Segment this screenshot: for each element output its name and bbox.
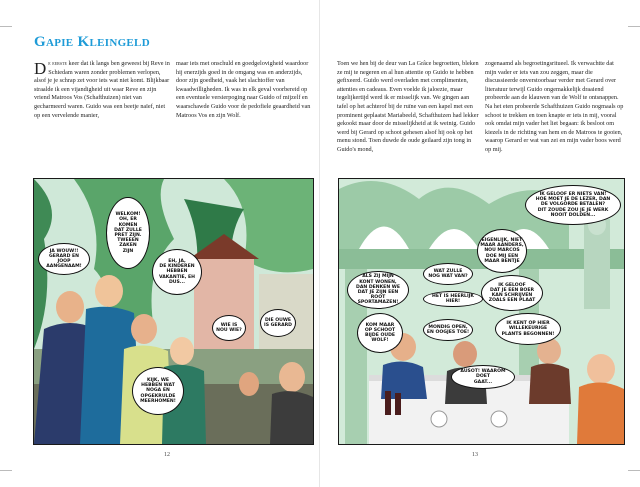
dropcap: D <box>34 59 47 78</box>
speech-bubble: KIJK, WE HEBBEN WAT NOGA EN OPGEKRULDE MEERHOMEN! <box>132 367 184 415</box>
page-number-left: 12 <box>164 452 170 458</box>
speech-bubble: WIE IS NOU WIE? <box>212 315 246 341</box>
comic-panel-left <box>33 178 314 445</box>
speech-bubble: AUSOT! WAAROM DOET GAAT... <box>451 365 515 389</box>
right-page-column-2 <box>485 60 625 155</box>
speech-bubble: MONDIG OPEN, EN OOGJES TOE! <box>423 319 473 341</box>
crop-mark <box>0 26 12 27</box>
page-number-right: 13 <box>472 452 478 458</box>
speech-bubble: WAT ZULLE NOG WAT VAN? <box>423 263 473 285</box>
speech-bubble: KOM MAAR OP SCHOOT BIJDE OUDE WOLF! <box>357 313 403 353</box>
right-page-col1-text: Toen we hen bij de deur van La Grâce begroetten, bleken ze mij te negeren en al hun attentie op Guido te hebben gefixeerd. Guido werd overladen met complimenten, attenties en cadeaus. Even voelde ik jaloezie, maar tegelijkertijd werd ik er misselijk van. We gingen aan tafel op het achterof bij de ruïne van een kapel met een prominent geplaatst Mariabeeld, Schafthuizen had lekker gekookt maar door de misselijkheid at ik weinig. Guido werd bij Gerard op schoot gehesen alsof hij ook op het menu stond. Toen duwde de oude geilaard zijn tong in Guido's mond, <box>337 60 479 153</box>
speech-bubble: DIE OUWE IS GERARD <box>260 309 296 337</box>
speech-bubble: WELKOM! OH, ER KOMEN DAT ZULLE PRET ZIJN. TWEEEN ZAKEN ZIJN <box>106 197 150 269</box>
comic-panel-right <box>338 178 625 445</box>
crop-mark <box>0 470 12 471</box>
speech-bubble: IK KENT OP HIER WILLEKEURIGE PLANTS BEGONNEN! <box>495 313 561 345</box>
left-page-col2-text: maar iets met onschuld en goedgelovigheid waardoor hij enerzijds goed in de omgang was en anderzijds, door zijn goedheid, vaak het slachtoffer van kwaadwilligheden. Ik was in elk geval voorbereid op een eventuele versierpoging naar Guido of mijzelf en waarschawde Guido voor de pedofiele geaardheid van Matroos Vos en zijn Wolf. <box>176 60 311 119</box>
speech-bubble: JA WOUW!! GERARD EN JOOP AANGENAAM! <box>38 243 90 275</box>
speech-bubble: ALS ZIJ MIJN KONT WONEN, DAN DENKEN WE DAT JE ZIJN EEN ROOT SPORTAMAZEN! <box>347 271 409 309</box>
opening-smallcaps: e eerste <box>48 60 67 67</box>
left-page-column-1 <box>34 60 172 120</box>
crop-mark <box>628 26 640 27</box>
right-page-column-1 <box>337 60 479 155</box>
right-page <box>320 0 640 487</box>
crop-mark <box>628 470 640 471</box>
left-page-column-2 <box>176 60 314 120</box>
right-page-col2-text: zogenaamd als begroetingsritueel. Ik verwachtte dat mijn vader er iets van zou zeggen, maar die discussieerde onverstoorbaar verder met Gerard over literatuur terwijl Guido ongemakkelijk draaiend probeerde aan de klauwen van de Wolf te ontsnappen. Na het eten probeerde Schafthuizen Guido nogmaals op schoot te trekken en toen knapte er iets in mij, vooral ook omdat mijn vader het liet begaan: ik besloot om kiezels in de richting van hem en de Matroos te gooien, waarop Gerard er wat van zei en mijn vader boos werd op mij. <box>485 60 624 153</box>
speech-bubble: IK GELOOF ER NIETS VAN! HOE MOET JE DE LEZER, DAN DE VOLGORDE BETALEN? DIT ZOUDE ZOU JE JE WERK NOOIT DOLDEN... <box>525 185 621 225</box>
speech-bubble: EIGENLIJK, NIET MAAR AANDERS, NOU MARCOS DOE MIJ EEN MAAR BENTJE <box>477 229 527 273</box>
speech-bubble: IK GELOOF DAT JE EEN BOER KAN SCHRIJVEN ZOALS EEN PLAAT <box>481 275 543 311</box>
speech-bubble: EH, JA, DE KINDEREN HEBBEN VAKANTIE, EH DUS... <box>152 249 202 295</box>
left-page-col1-text: keer dat ik langs ben geweest bij Reve in Schiedam waren zonder problemen verlopen, alsof je je schrap zet voor iets wat niet komt. Blijkbaar straalde ik een vijandigheid uit waar Reve en zijn vriend Matroos Vos (Schafthuizen) niet van gecharmeerd waren. Guido was een beetje naïef, niet op een vervelende manier, <box>34 60 170 119</box>
chapter-title: Gapie Kleingeld <box>34 34 150 50</box>
speech-bubble: HET IS HEERLIJK HIER! <box>423 291 483 307</box>
